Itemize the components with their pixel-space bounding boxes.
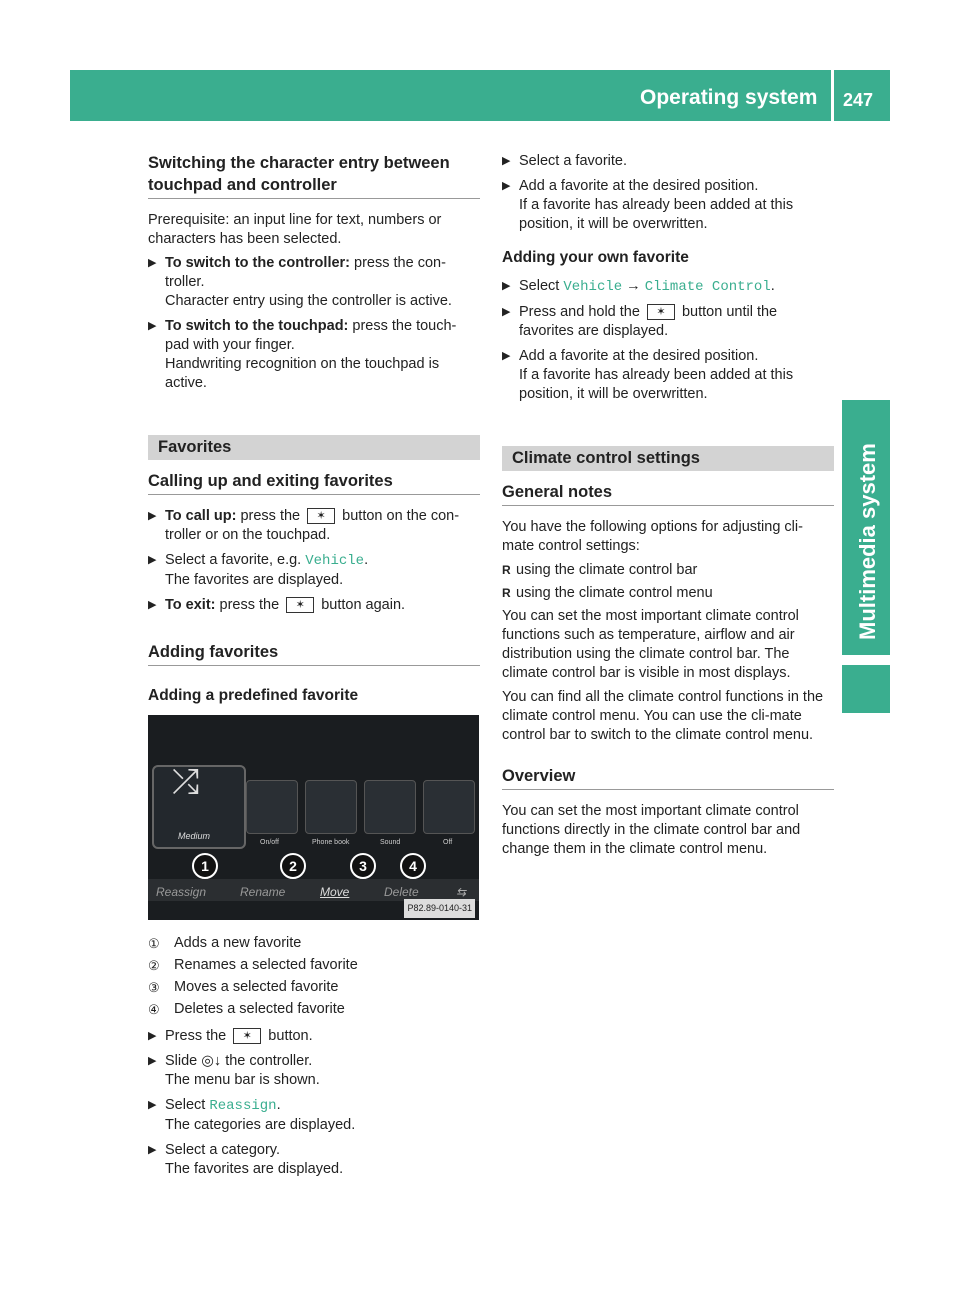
right-column bbox=[502, 152, 834, 864]
bullet-item: R using the climate control menu bbox=[502, 584, 834, 603]
step-add-favorite bbox=[502, 177, 834, 234]
step-result: If a favorite has already been added at this position, it will be overwritten. bbox=[519, 197, 794, 232]
step-text: Select a favorite. bbox=[519, 153, 627, 169]
general-paragraph: You can find all the climate control functions in the climate control menu. You can use the cli-mate control bar to switch to the climate control menu. bbox=[502, 689, 824, 743]
step-label: To switch to the controller: bbox=[165, 255, 351, 271]
step-result: Handwriting recognition on the touchpad is active. bbox=[165, 356, 440, 391]
tile-onoff bbox=[246, 780, 298, 834]
general-intro: You have the following options for adjusting cli-mate control settings: bbox=[502, 519, 803, 554]
step-press-hold bbox=[502, 303, 834, 341]
arrow-icon: → bbox=[622, 278, 645, 294]
callout-number: 3 bbox=[350, 853, 376, 879]
step-text: button. bbox=[264, 1028, 313, 1044]
tile-label: On/off bbox=[260, 839, 279, 846]
step-label: To switch to the touchpad: bbox=[165, 318, 349, 334]
section-bar-climate: Climate control settings bbox=[502, 446, 834, 471]
controller-icon: ◎↓ bbox=[201, 1053, 222, 1069]
step-text: . bbox=[276, 1097, 281, 1113]
step-text: button until the favorites are displayed. bbox=[519, 304, 778, 339]
header-divider bbox=[831, 70, 834, 121]
vehicle-link: Vehicle bbox=[305, 553, 365, 569]
callout-number: 2 bbox=[280, 853, 306, 879]
step-result: The menu bar is shown. bbox=[165, 1072, 320, 1088]
heading-switching: Switching the character entry between touchpad and controller bbox=[148, 152, 480, 199]
step-text: press the bbox=[215, 597, 284, 613]
legend-number: ④ bbox=[148, 1002, 160, 1017]
favorites-button-icon: ✶ bbox=[286, 597, 314, 613]
heading-calling: Calling up and exiting favorites bbox=[148, 470, 480, 495]
step-text: press the touch-pad with your finger. bbox=[165, 318, 457, 353]
step-text: Press the bbox=[165, 1028, 231, 1044]
step-label: To exit: bbox=[165, 597, 216, 613]
bullet-item: R using the climate control bar bbox=[502, 561, 834, 580]
vehicle-link: Vehicle bbox=[563, 279, 623, 295]
step-select-favorite bbox=[148, 551, 480, 590]
step-text: . bbox=[770, 278, 775, 294]
legend-number: ③ bbox=[148, 980, 160, 995]
legend-number: ① bbox=[148, 936, 160, 951]
step-text: button again. bbox=[317, 597, 406, 613]
legend-text: Deletes a selected favorite bbox=[174, 1001, 345, 1017]
tile-label: Off bbox=[443, 839, 453, 846]
step-switch-controller bbox=[148, 254, 480, 311]
step-text: Select bbox=[165, 1097, 210, 1113]
image-reference: P82.89-0140-31 bbox=[404, 899, 475, 918]
step-exit bbox=[148, 596, 480, 615]
step-result: Character entry using the controller is active. bbox=[165, 293, 452, 309]
heading-adding: Adding favorites bbox=[148, 641, 480, 666]
legend-item bbox=[148, 1000, 480, 1019]
heading-general-notes: General notes bbox=[502, 481, 834, 506]
step-text: the controller. bbox=[221, 1053, 313, 1069]
step-slide bbox=[148, 1052, 480, 1090]
step-text: press the con-troller. bbox=[165, 255, 446, 290]
tile-label: Medium bbox=[178, 831, 211, 841]
heading-own-favorite: Adding your own favorite bbox=[502, 249, 689, 266]
step-text: . bbox=[364, 552, 369, 568]
overview-paragraph: You can set the most important climate control functions directly in the climate control bar and change them in the climate control menu. bbox=[502, 803, 801, 857]
legend-text: Moves a selected favorite bbox=[174, 979, 339, 995]
menu-item: Delete bbox=[384, 885, 419, 899]
menu-item: Reassign bbox=[156, 885, 207, 899]
left-column bbox=[148, 152, 480, 1185]
favorites-screen-image bbox=[148, 715, 479, 920]
tile-sound bbox=[364, 780, 416, 834]
legend-text: Renames a selected favorite bbox=[174, 957, 358, 973]
shuffle-icon: ⤮ bbox=[172, 763, 200, 801]
legend-item bbox=[148, 978, 480, 997]
favorites-button-icon: ✶ bbox=[233, 1028, 261, 1044]
step-text: Select a category. bbox=[165, 1142, 280, 1158]
tile-label: Sound bbox=[380, 839, 401, 846]
step-press-button bbox=[148, 1027, 480, 1046]
heading-predefined: Adding a predefined favorite bbox=[148, 687, 359, 704]
step-select-reassign bbox=[148, 1096, 480, 1135]
climate-control-link: Climate Control bbox=[644, 279, 771, 295]
heading-overview: Overview bbox=[502, 765, 834, 790]
step-label: To call up: bbox=[165, 508, 237, 524]
step-select-vehicle bbox=[502, 277, 834, 297]
side-tab-label: Multimedia system bbox=[855, 443, 880, 640]
step-text: Add a favorite at the desired position. bbox=[519, 178, 759, 194]
step-text: Select bbox=[519, 278, 564, 294]
legend-item bbox=[148, 956, 480, 975]
step-switch-touchpad bbox=[148, 317, 480, 393]
step-select-favorite bbox=[502, 152, 834, 171]
step-text: press the bbox=[236, 508, 305, 524]
side-marker bbox=[842, 665, 890, 713]
favorites-button-icon: ✶ bbox=[307, 508, 335, 524]
step-text: Select a favorite, e.g. bbox=[165, 552, 306, 568]
step-text: Slide bbox=[165, 1053, 202, 1069]
step-add-position bbox=[502, 347, 834, 404]
step-result: If a favorite has already been added at this position, it will be overwritten. bbox=[519, 367, 794, 402]
prerequisite-text: Prerequisite: an input line for text, numbers or characters has been selected. bbox=[148, 212, 442, 247]
general-paragraph: You can set the most important climate control functions such as temperature, airflow and air distribution using the climate control bar. The climate control bar is visible in most displays. bbox=[502, 608, 799, 681]
page-number: 247 bbox=[843, 90, 874, 110]
callout-number: 1 bbox=[192, 853, 218, 879]
tile-label: Phone book bbox=[312, 839, 350, 846]
section-bar-favorites: Favorites bbox=[148, 435, 480, 460]
menu-item: Rename bbox=[240, 885, 286, 899]
favorites-button-icon: ✶ bbox=[647, 304, 675, 320]
menu-item: Move bbox=[320, 885, 350, 899]
step-select-category bbox=[148, 1141, 480, 1179]
step-text: Add a favorite at the desired position. bbox=[519, 348, 759, 364]
tile-phonebook bbox=[305, 780, 357, 834]
step-result: The favorites are displayed. bbox=[165, 572, 344, 588]
step-result: The favorites are displayed. bbox=[165, 1161, 344, 1177]
legend-number: ② bbox=[148, 958, 160, 973]
page-section-title: Operating system bbox=[640, 86, 818, 109]
reassign-link: Reassign bbox=[209, 1098, 277, 1114]
tile-off bbox=[423, 780, 475, 834]
legend-text: Adds a new favorite bbox=[174, 935, 302, 951]
step-result: The categories are displayed. bbox=[165, 1117, 356, 1133]
step-text: button on the con-troller or on the touchpad. bbox=[165, 508, 460, 543]
legend-item bbox=[148, 934, 480, 953]
step-text: Press and hold the bbox=[519, 304, 644, 320]
callout-number: 4 bbox=[400, 853, 426, 879]
step-call-up bbox=[148, 507, 480, 545]
back-icon: ⇆ bbox=[456, 885, 467, 899]
